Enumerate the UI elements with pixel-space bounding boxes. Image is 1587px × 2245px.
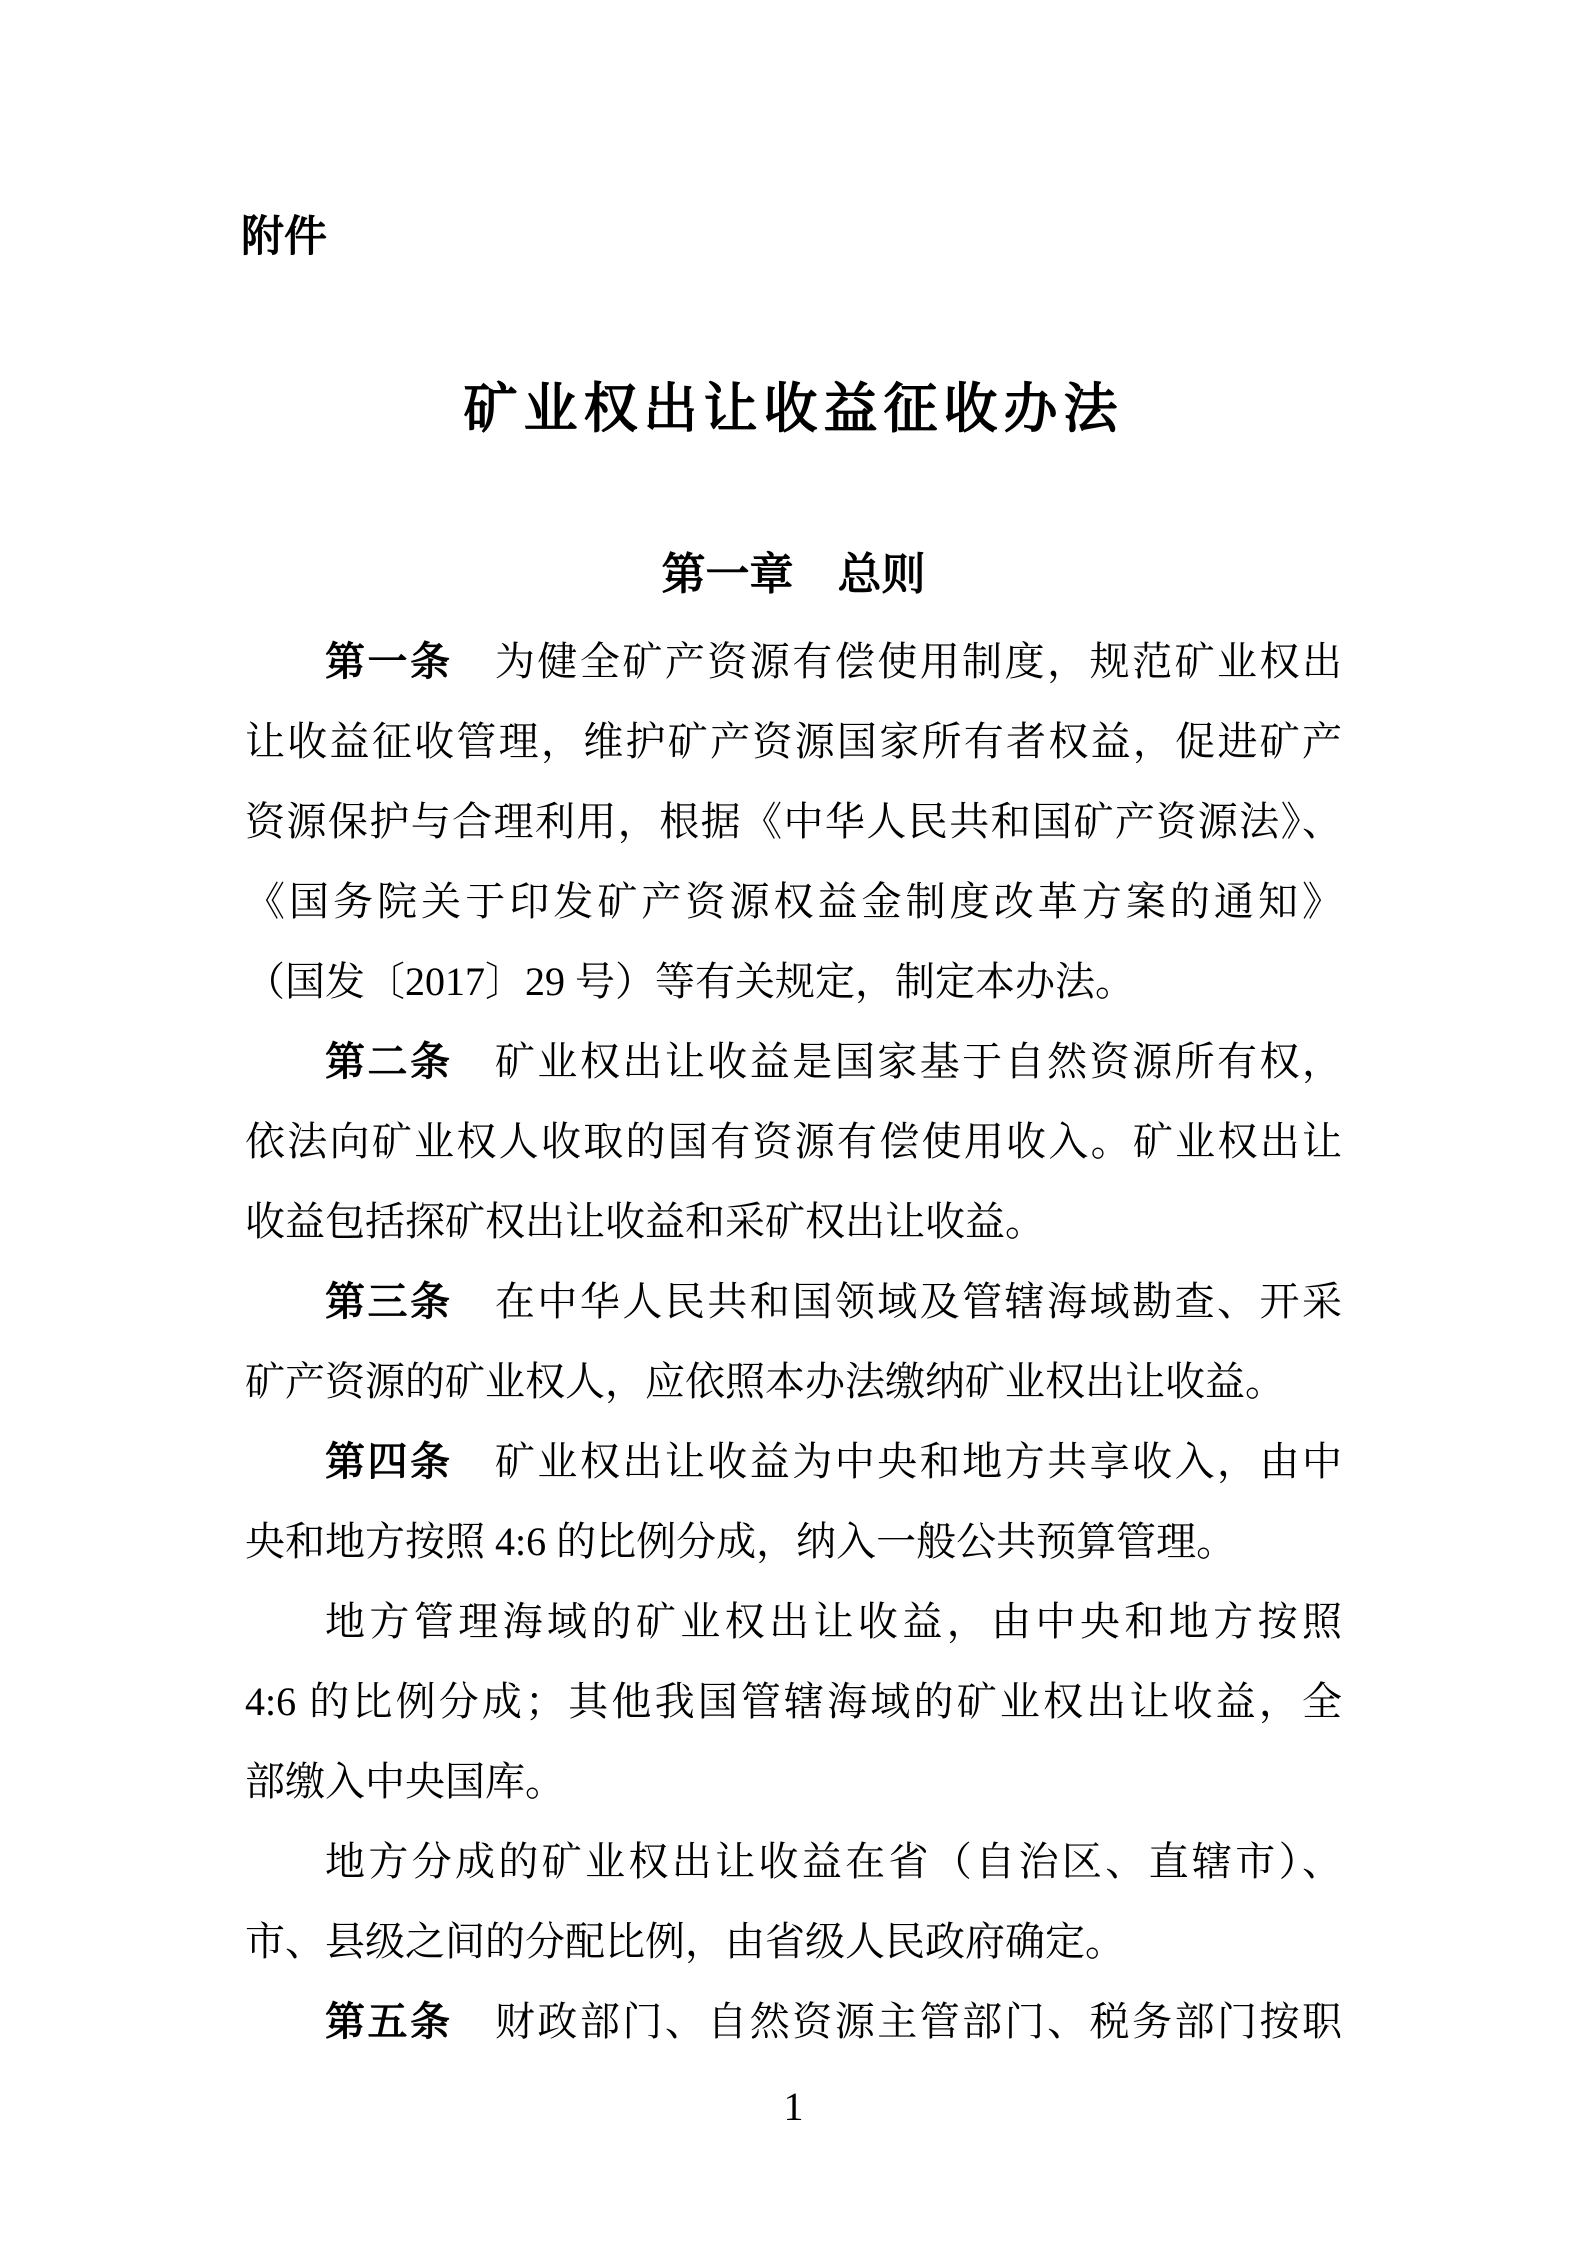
chapter-number: 第一章 (661, 550, 794, 599)
text-line (245, 1102, 1342, 1182)
text-line (245, 1742, 1342, 1822)
chapter-title: 总则 (837, 550, 926, 599)
line-text: 市、县级之间的分配比例，由省级人民政府确定。 (245, 1919, 1125, 1964)
body-text (245, 622, 1342, 2062)
article-number: 第一条 (325, 640, 453, 684)
line-text: 让收益征收管理，维护矿产资源国家所有者权益，促进矿产 (245, 719, 1342, 764)
attachment-label: 附件 (241, 213, 327, 261)
text-line (245, 942, 1342, 1022)
line-text: 在中华人民共和国领域及管辖海域勘查、开采 (452, 1279, 1343, 1324)
text-line (245, 1182, 1342, 1262)
line-text: 矿业权出让收益为中央和地方共享收入，由中 (452, 1439, 1343, 1484)
text-line (245, 1662, 1342, 1742)
text-line (245, 782, 1342, 862)
text-line (245, 1342, 1342, 1422)
line-text: 央和地方按照 4:6 的比例分成，纳入一般公共预算管理。 (245, 1519, 1237, 1564)
line-text: 地方管理海域的矿业权出让收益，由中央和地方按照 (325, 1599, 1342, 1644)
text-line (245, 1582, 1342, 1662)
line-text: 为健全矿产资源有偿使用制度，规范矿业权出 (452, 639, 1343, 684)
line-text: 收益包括探矿权出让收益和采矿权出让收益。 (245, 1199, 1045, 1244)
line-text: 资源保护与合理利用，根据《中华人民共和国矿产资源法》、 (245, 799, 1342, 844)
line-text: 矿产资源的矿业权人，应依照本办法缴纳矿业权出让收益。 (245, 1359, 1285, 1404)
text-line (245, 1902, 1342, 1982)
text-line (245, 702, 1342, 782)
chapter-heading (0, 546, 1587, 604)
line-text: 《国务院关于印发矿产资源权益金制度改革方案的通知》 (245, 879, 1342, 924)
line-text: 矿业权出让收益是国家基于自然资源所有权， (452, 1039, 1343, 1084)
text-line (245, 1422, 1342, 1502)
article-number: 第二条 (325, 1040, 453, 1084)
article-number: 第三条 (325, 1280, 453, 1324)
article-number: 第五条 (325, 2000, 453, 2044)
article-number: 第四条 (325, 1440, 453, 1484)
line-text: 部缴入中央国库。 (245, 1759, 565, 1804)
text-line (245, 1022, 1342, 1102)
line-text: （国发〔2017〕29 号）等有关规定，制定本办法。 (245, 959, 1135, 1004)
line-text: 财政部门、自然资源主管部门、税务部门按职 (452, 1999, 1343, 2044)
document-title: 矿业权出让收益征收办法 (463, 379, 1124, 439)
page-number: 1 (783, 2084, 804, 2129)
text-line (245, 622, 1342, 702)
text-line (245, 1262, 1342, 1342)
text-line (245, 1502, 1342, 1582)
text-line (245, 1982, 1342, 2062)
text-line (245, 862, 1342, 942)
line-text: 依法向矿业权人收取的国有资源有偿使用收入。矿业权出让 (245, 1119, 1342, 1164)
line-text: 4:6 的比例分成；其他我国管辖海域的矿业权出让收益，全 (245, 1679, 1342, 1724)
line-text: 地方分成的矿业权出让收益在省（自治区、直辖市）、 (325, 1839, 1342, 1884)
text-line (245, 1822, 1342, 1902)
